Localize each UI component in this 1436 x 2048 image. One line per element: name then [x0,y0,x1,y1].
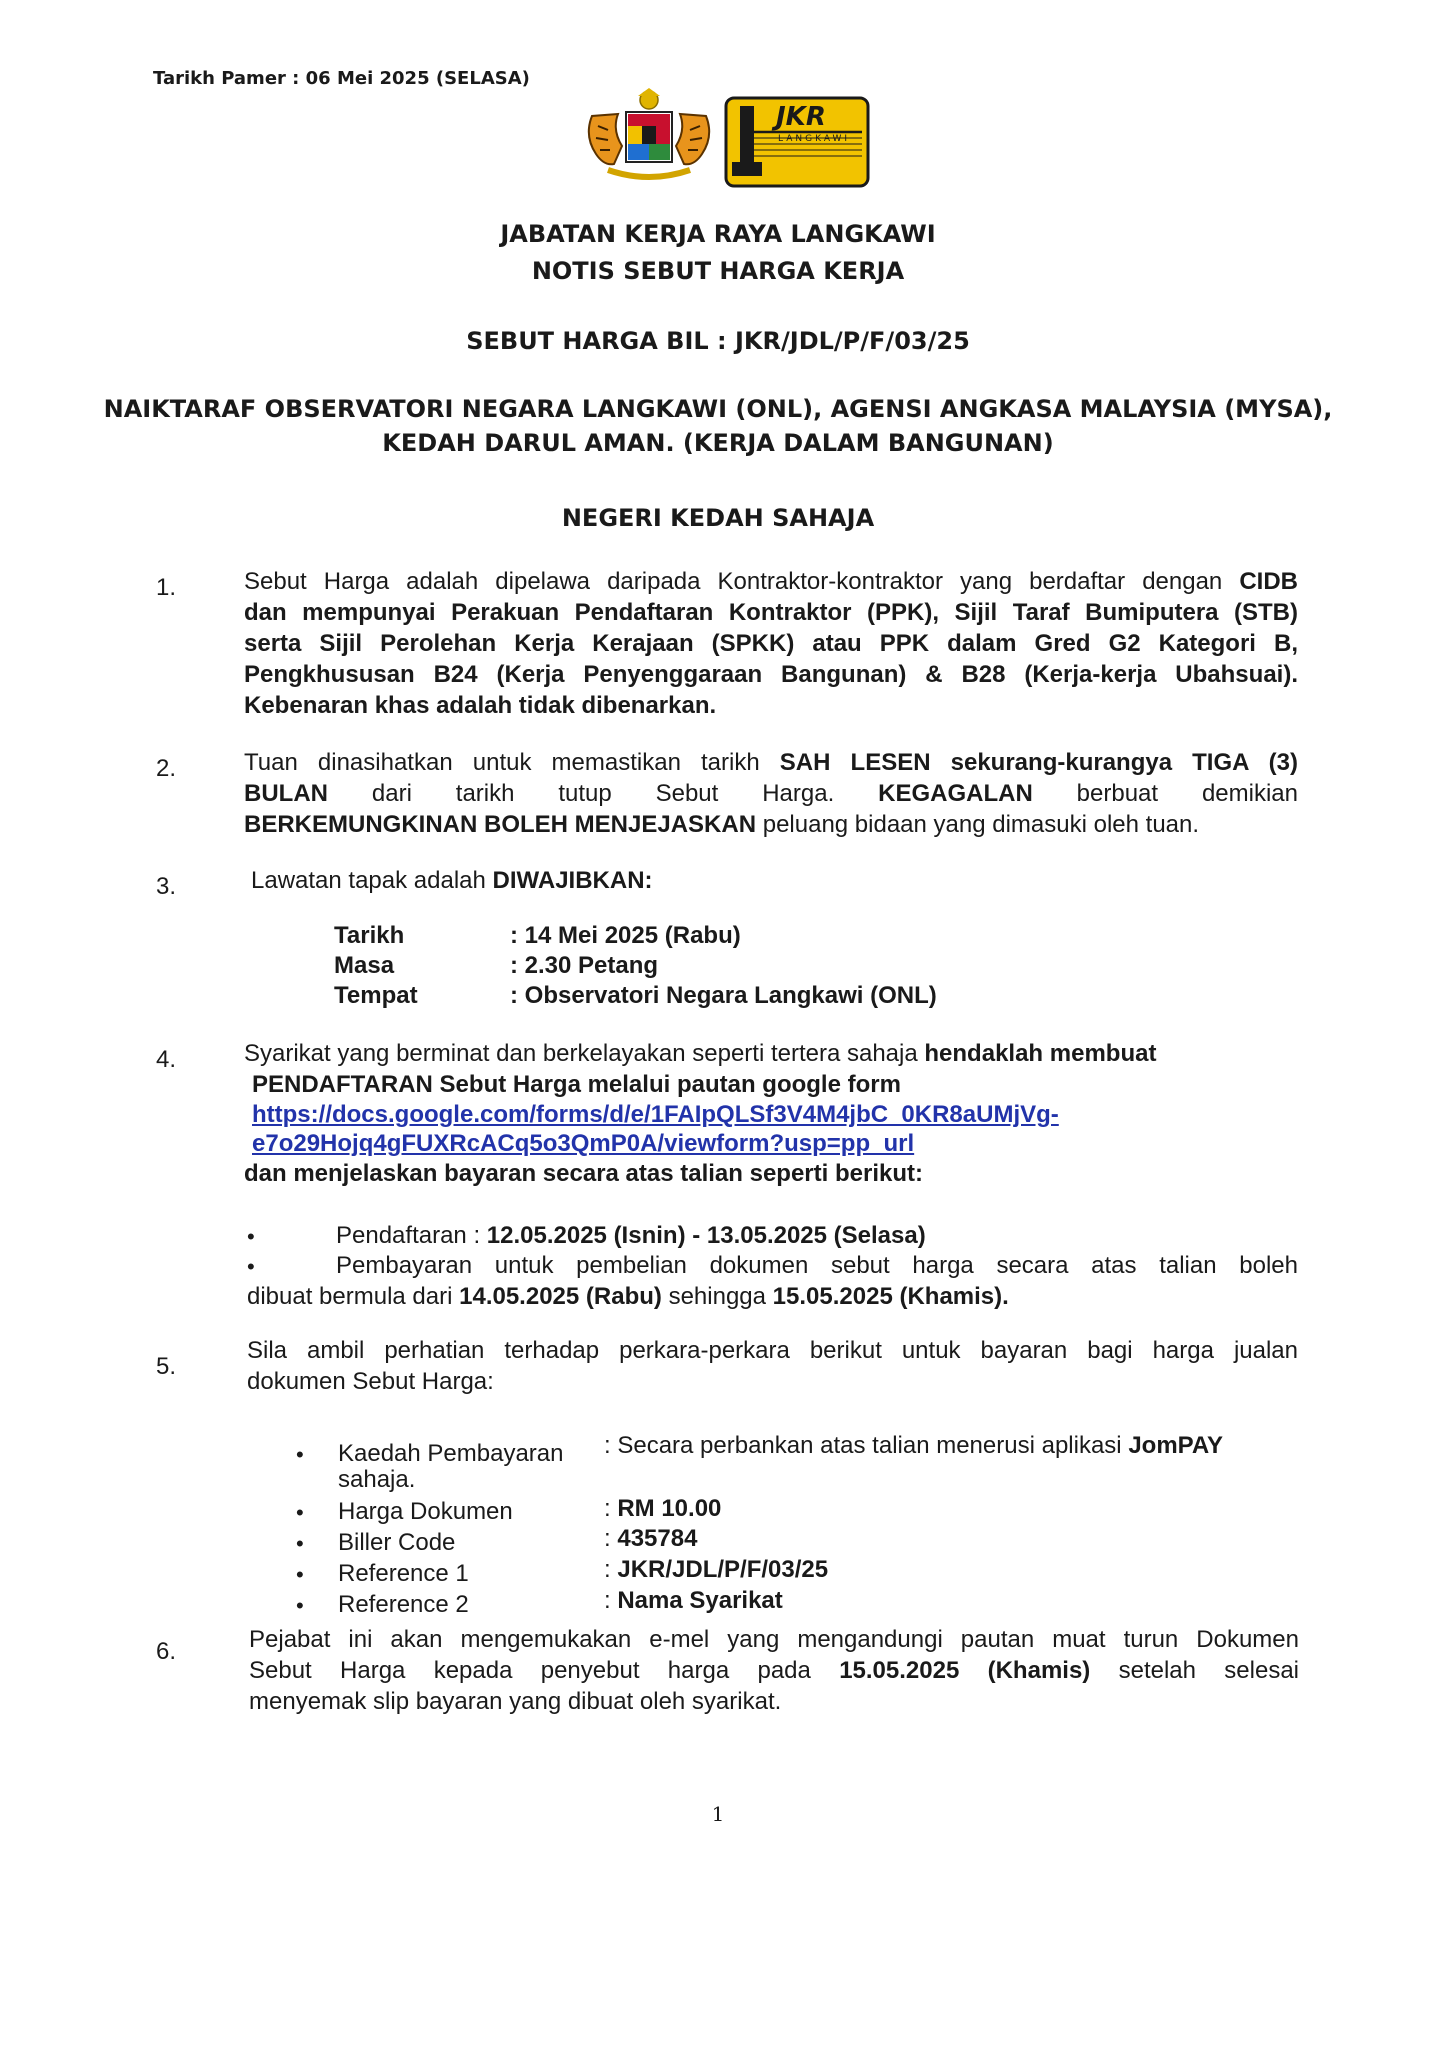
text-run-bold: 15.05.2025 (Khamis). [772,1283,1009,1310]
biller-code-label: Biller Code [338,1529,456,1556]
payment-period-line-1: Pembayaran untuk pembelian dokumen sebut harga secara atas talian boleh [336,1252,1298,1279]
coat-of-arms-logo [578,86,720,186]
text-run-bold: BERKEMUNGKINAN BOLEH MENJEJASKAN [244,811,757,838]
bullet: • [296,1500,304,1525]
biller-code-value [604,1523,697,1554]
text-run-bold: BULAN [244,780,328,807]
site-visit-value-date: : 14 Mei 2025 (Rabu) [510,922,741,949]
item-number: 5. [156,1353,177,1380]
text-run: Secara perbankan atas talian menerusi aplikasi [610,1432,1129,1459]
item-6-text [249,1624,1299,1717]
item-3-intro [251,865,653,896]
registration-period [336,1220,926,1251]
item-number: 4. [156,1046,177,1073]
text-run-bold: CIDB [1239,568,1298,595]
item-number: 1. [156,574,177,601]
text-run: berbuat demikian [1032,780,1298,807]
text-run: Sebut Harga adalah dipelawa daripada Kontraktor-kontraktor yang berdaftar dengan [244,568,1240,595]
text-run: Pendaftaran : [336,1222,487,1249]
text-run-bold: JKR/JDL/P/F/03/25 [610,1556,829,1583]
reference-1-label: Reference 1 [338,1560,469,1587]
text-run: Lawatan tapak adalah [251,867,493,894]
payment-method-cont: sahaja. [338,1466,416,1493]
display-date: Tarikh Pamer : 06 Mei 2025 (SELASA) [153,68,530,89]
text-run: dari tarikh tutup Sebut Harga. [328,780,879,807]
text-run-bold: hendaklah membuat [924,1040,1157,1067]
item-4-line-1 [244,1038,1156,1069]
separator: : [604,1525,611,1552]
item-2-line-2 [244,778,1298,809]
item-4-line-2: PENDAFTARAN Sebut Harga melalui pautan google form [252,1071,901,1098]
project-title-line2: KEDAH DARUL AMAN. (KERJA DALAM BANGUNAN) [382,429,1054,457]
bullet: • [296,1442,304,1467]
item-6-line-3: menyemak slip bayaran yang dibuat oleh syarikat. [249,1688,782,1715]
text-run-bold: 15.05.2025 (Khamis) [839,1657,1091,1684]
item-4-line-3: dan menjelaskan bayaran secara atas talian seperti berikut: [244,1160,923,1187]
item-6-line-1: Pejabat ini akan mengemukakan e-mel yang mengandungi pautan muat turun Dokumen [249,1626,1299,1653]
google-form-link-line-1[interactable]: https://docs.google.com/forms/d/e/1FAIpQLSf3V4M4jbC_0KR8aUMjVg- [252,1101,1059,1128]
text-run-bold: 435784 [610,1525,698,1552]
item-1-text [244,566,1298,721]
item-1-line-5: Kebenaran khas adalah tidak dibenarkan. [244,692,717,719]
text-run-bold: RM 10.00 [610,1495,722,1522]
document-price-label: Harga Dokumen [338,1498,513,1525]
jkr-langkawi-logo [724,96,870,188]
text-run: Syarikat yang berminat dan berkelayakan seperti tertera sahaja [244,1040,925,1067]
item-1-line-4: Pengkhususan B24 (Kerja Penyenggaraan Bangunan) & B28 (Kerja-kerja Ubahsuai). [244,661,1298,688]
reference-2-label: Reference 2 [338,1591,469,1618]
text-run: dibuat bermula dari [247,1283,460,1310]
text-run: sehingga [661,1283,773,1310]
item-number: 2. [156,755,177,782]
item-5-text [247,1335,1298,1397]
item-2-text [244,747,1298,840]
item-5-line-2: dokumen Sebut Harga: [247,1368,494,1395]
site-visit-value-place: : Observatori Negara Langkawi (ONL) [510,982,937,1009]
bullet: • [296,1562,304,1587]
text-run-bold: 12.05.2025 (Isnin) - 13.05.2025 (Selasa) [486,1222,926,1249]
text-run: peluang bidaan yang dimasuki oleh tuan. [756,811,1200,838]
page-number: 1 [711,1802,725,1826]
text-run-bold: Nama Syarikat [610,1587,783,1614]
site-visit-label-time: Masa [334,952,395,979]
item-2-line-3 [244,809,1298,840]
item-number: 3. [156,873,177,900]
reference-number: SEBUT HARGA BIL : JKR/JDL/P/F/03/25 [466,327,970,355]
scope-title: NEGERI KEDAH SAHAJA [561,504,875,532]
item-6-line-2 [249,1655,1299,1686]
item-1-line-1 [244,566,1298,597]
separator: : [604,1587,611,1614]
document-price-value [604,1493,721,1524]
item-5-line-1: Sila ambil perhatian terhadap perkara-perkara berikut untuk bayaran bagi harga jualan [247,1337,1298,1364]
item-1-line-2: dan mempunyai Perakuan Pendaftaran Kontraktor (PPK), Sijil Taraf Bumiputera (STB) [244,599,1298,626]
jkr-logo-text: JKR [776,102,826,132]
text-run: Tuan dinasihatkan untuk memastikan tarikh [244,749,780,776]
text-run-bold: SAH LESEN sekurang-kurangya TIGA (3) [779,749,1298,776]
text-run: Sebut Harga kepada penyebut harga pada [249,1657,840,1684]
project-title-line1: NAIKTARAF OBSERVATORI NEGARA LANGKAWI (ONL), AGENSI ANGKASA MALAYSIA (MYSA), [103,395,1333,423]
item-2-line-1 [244,747,1298,778]
item-1-line-3: serta Sijil Perolehan Kerja Kerajaan (SPKK) atau PPK dalam Gred G2 Kategori B, [244,630,1298,657]
text-run-bold: JomPAY [1128,1432,1224,1459]
separator: : [604,1556,611,1583]
site-visit-label-date: Tarikh [334,922,405,949]
bullet: • [247,1254,255,1279]
separator: : [604,1495,611,1522]
site-visit-label-place: Tempat [334,982,418,1009]
site-visit-value-time: : 2.30 Petang [510,952,659,979]
reference-2-value [604,1585,783,1616]
google-form-link-line-2[interactable]: e7o29Hojq4gFUXRcACq5o3QmP0A/viewform?usp=pp_url [252,1130,915,1157]
bullet: • [296,1593,304,1618]
department-title: JABATAN KERJA RAYA LANGKAWI [500,220,936,248]
reference-1-value [604,1554,828,1585]
jkr-logo-subtext: LANGKAWI [778,134,851,144]
bullet: • [296,1531,304,1556]
payment-period-line-2 [247,1281,1009,1312]
text-run: setelah selesai [1090,1657,1300,1684]
text-run-bold: 14.05.2025 (Rabu) [459,1283,662,1310]
text-run-bold: KEGAGALAN [878,780,1033,807]
bullet: • [247,1224,255,1249]
item-number: 6. [156,1638,177,1665]
payment-method-value [604,1430,1223,1461]
separator: : [604,1432,611,1459]
notice-title: NOTIS SEBUT HARGA KERJA [531,257,905,285]
payment-method-label: Kaedah Pembayaran [338,1440,564,1467]
text-run-bold: DIWAJIBKAN: [492,867,653,894]
